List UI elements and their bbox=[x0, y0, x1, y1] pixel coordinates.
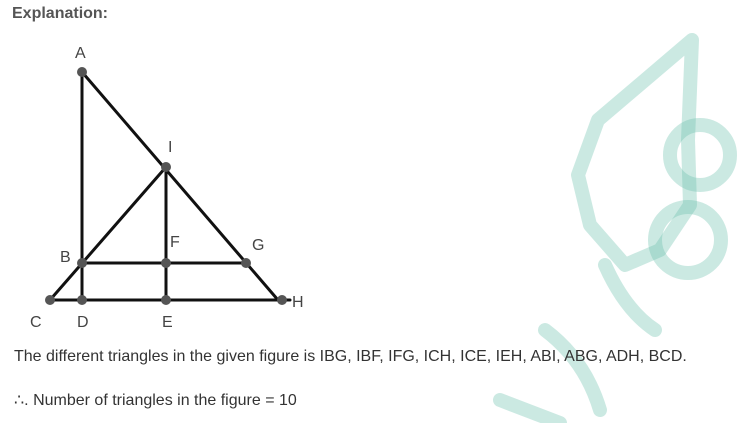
conclusion-line bbox=[14, 390, 297, 410]
conclusion-text: Number of triangles in the figure = 10 bbox=[28, 392, 297, 409]
point-G bbox=[241, 258, 251, 268]
line-CI bbox=[50, 167, 166, 300]
point-F bbox=[161, 258, 171, 268]
label-B: B bbox=[60, 249, 71, 266]
label-F: F bbox=[170, 234, 180, 251]
point-I bbox=[161, 162, 171, 172]
label-G: G bbox=[252, 237, 265, 254]
label-I: I bbox=[168, 139, 173, 156]
label-A: A bbox=[75, 45, 86, 62]
point-C bbox=[45, 295, 55, 305]
point-B bbox=[77, 258, 87, 268]
label-D: D bbox=[77, 314, 89, 331]
point-D bbox=[77, 295, 87, 305]
label-E: E bbox=[162, 314, 173, 331]
point-E bbox=[161, 295, 171, 305]
label-C: C bbox=[30, 314, 42, 331]
section-heading: Explanation: bbox=[12, 5, 109, 22]
point-A bbox=[77, 67, 87, 77]
label-H: H bbox=[292, 294, 304, 311]
therefore-symbol: ∴. bbox=[14, 392, 29, 409]
watermark-stroke-bottom bbox=[500, 400, 560, 423]
point-H bbox=[277, 295, 287, 305]
explanation-text: The different triangles in the given figure is IBG, IBF, IFG, ICH, ICE, IEH, ABI, ABG, ADH, BCD. bbox=[14, 348, 687, 365]
